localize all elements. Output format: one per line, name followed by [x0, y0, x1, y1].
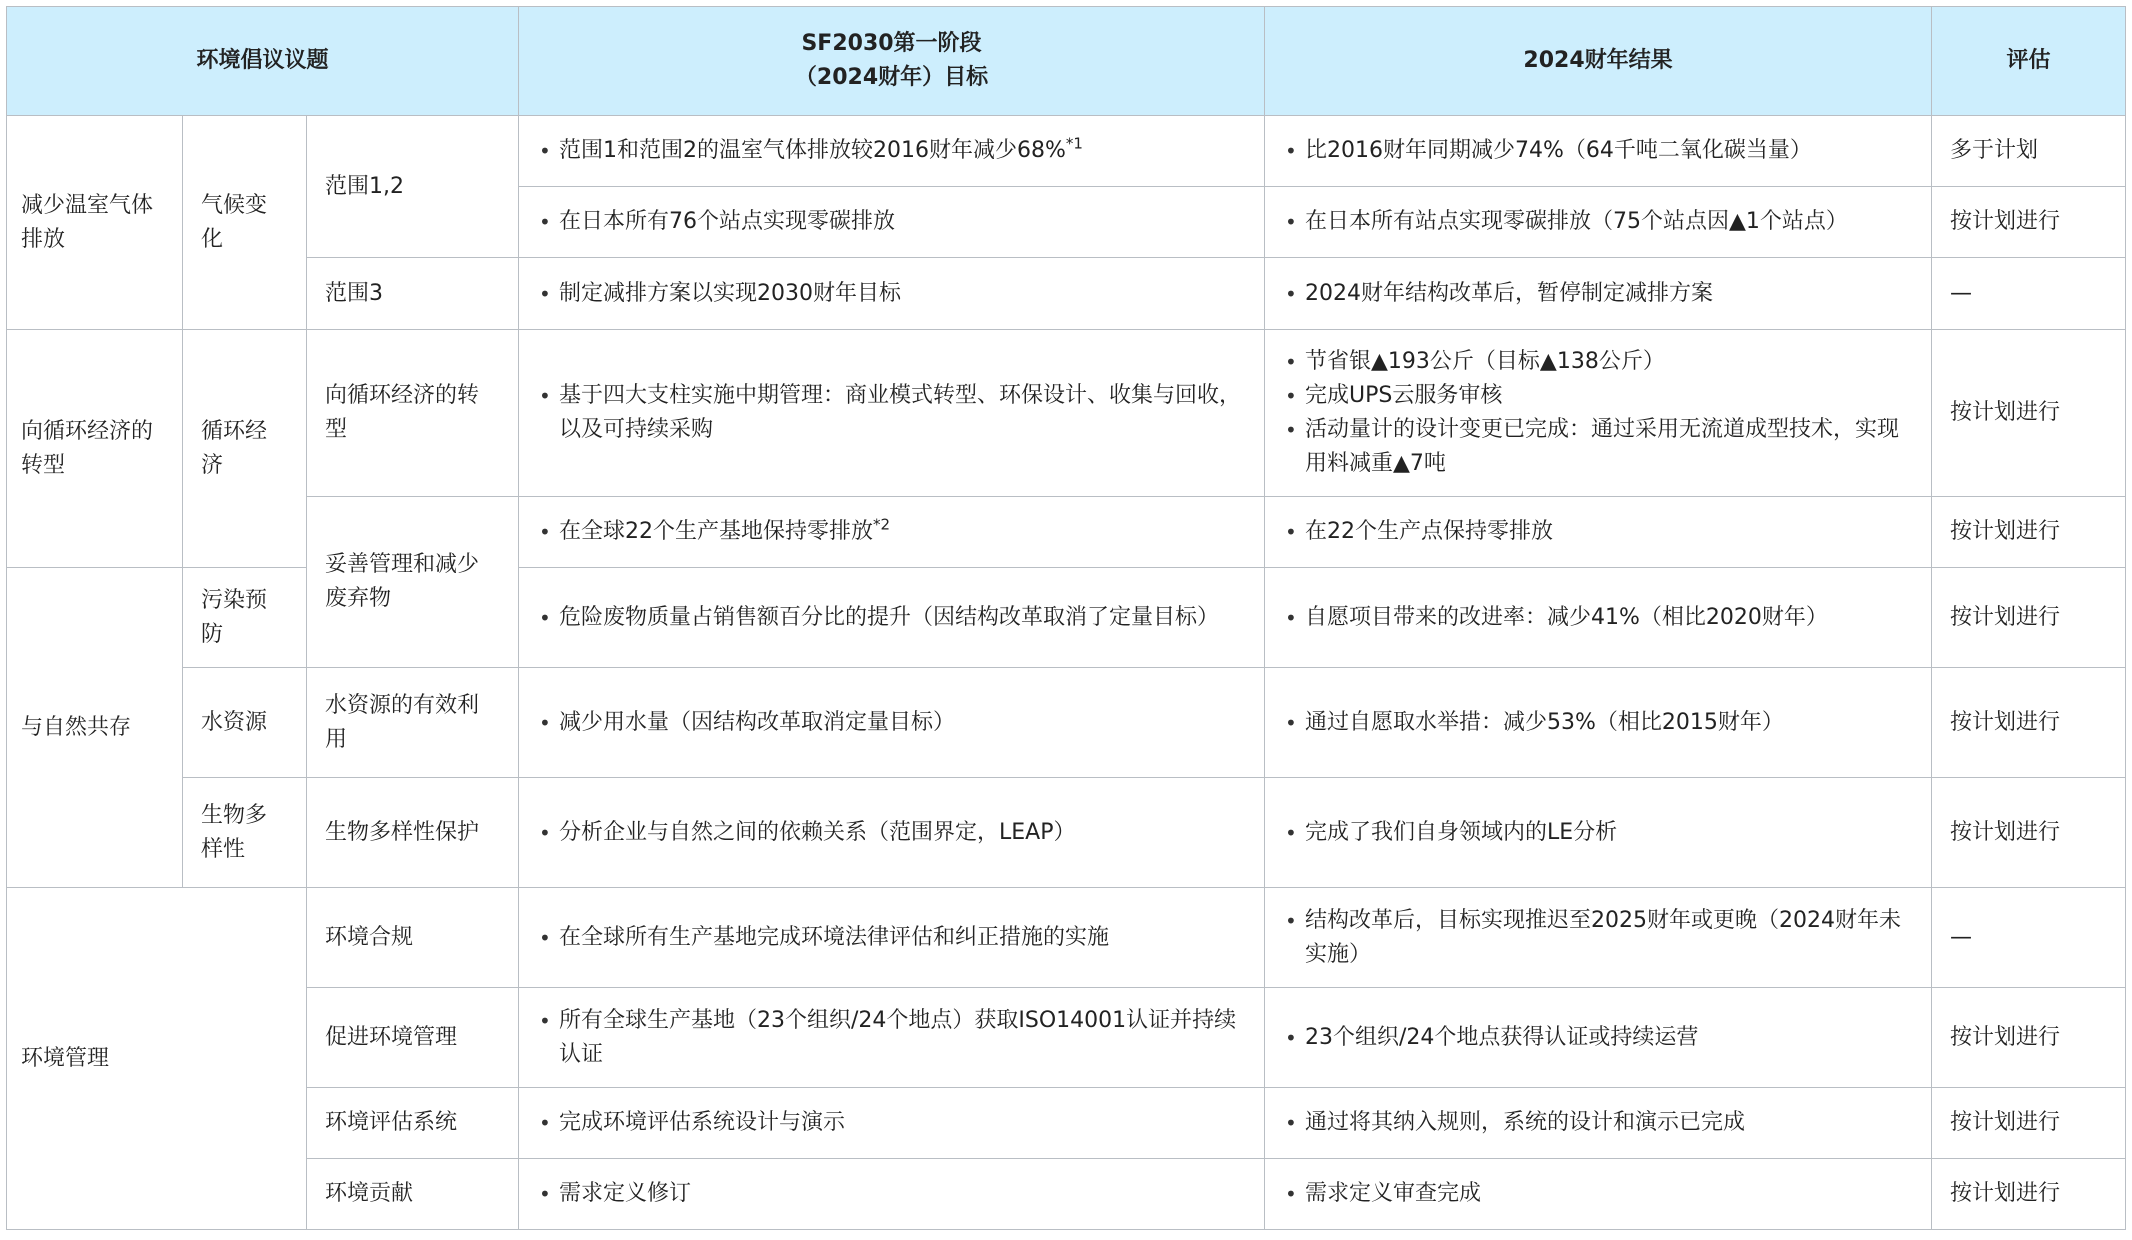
evaluation-cell: — — [1932, 888, 2126, 988]
subtopic-assessment: 环境评估系统 — [307, 1088, 519, 1159]
list-item: • 通过将其纳入规则，系统的设计和演示已完成 — [1283, 1106, 1913, 1140]
list-item: • 结构改革后，目标实现推迟至2025财年或更晚（2024财年未实施） — [1283, 904, 1913, 972]
table-row — [7, 258, 2126, 330]
result-cell — [1265, 778, 1932, 888]
target-cell — [519, 778, 1265, 888]
list-item: • 分析企业与自然之间的依赖关系（范围界定，LEAP） — [537, 816, 1246, 850]
subtopic-compliance: 环境合规 — [307, 888, 519, 988]
list-item: • 在全球所有生产基地完成环境法律评估和纠正措施的实施 — [537, 921, 1246, 955]
result-cell — [1265, 668, 1932, 778]
table-row — [7, 1159, 2126, 1230]
list-item: • 节省银▲193公斤（目标▲138公斤） — [1283, 345, 1913, 379]
evaluation-cell: 按计划进行 — [1932, 330, 2126, 497]
subtopic-contribution: 环境贡献 — [307, 1159, 519, 1230]
subtopic-waste: 妥善管理和减少废弃物 — [307, 497, 519, 668]
result-cell — [1265, 888, 1932, 988]
list-item: • 完成UPS云服务审核 — [1283, 379, 1913, 413]
table-row — [7, 988, 2126, 1088]
table-row — [7, 497, 2126, 568]
target-cell — [519, 258, 1265, 330]
list-item: • 需求定义修订 — [537, 1177, 1246, 1211]
list-item: • 基于四大支柱实施中期管理：商业模式转型、环保设计、收集与回收，以及可持续采购 — [537, 379, 1246, 447]
header-result: 2024财年结果 — [1265, 7, 1932, 116]
target-cell — [519, 568, 1265, 668]
header-issue: 环境倡议议题 — [7, 7, 519, 116]
theme-nature: 与自然共存 — [7, 568, 183, 888]
list-item: • 活动量计的设计变更已完成：通过采用无流道成型技术，实现用料减重▲7吨 — [1283, 413, 1913, 481]
evaluation-cell: 按计划进行 — [1932, 1088, 2126, 1159]
list-item: • 制定减排方案以实现2030财年目标 — [537, 277, 1246, 311]
list-item: • 在日本所有76个站点实现零碳排放 — [537, 205, 1246, 239]
evaluation-cell: 按计划进行 — [1932, 497, 2126, 568]
target-cell — [519, 1088, 1265, 1159]
theme-circular: 向循环经济的转型 — [7, 330, 183, 568]
header-evaluation: 评估 — [1932, 7, 2126, 116]
list-item: • 2024财年结构改革后，暂停制定减排方案 — [1283, 277, 1913, 311]
subtopic-transition: 向循环经济的转型 — [307, 330, 519, 497]
footnote-ref: *1 — [1065, 134, 1083, 153]
target-cell — [519, 888, 1265, 988]
table-row — [7, 778, 2126, 888]
table-row — [7, 1088, 2126, 1159]
evaluation-cell: 按计划进行 — [1932, 668, 2126, 778]
category-pollution: 污染预防 — [183, 568, 307, 668]
header-target — [519, 7, 1265, 116]
result-cell — [1265, 1088, 1932, 1159]
category-climate: 气候变化 — [183, 116, 307, 330]
list-item: • 所有全球生产基地（23个组织/24个地点）获取ISO14001认证并持续认证 — [537, 1004, 1246, 1072]
category-circular-economy: 循环经济 — [183, 330, 307, 568]
target-cell — [519, 330, 1265, 497]
list-item: • 需求定义审查完成 — [1283, 1177, 1913, 1211]
result-cell — [1265, 187, 1932, 258]
table-row — [7, 330, 2126, 497]
subtopic-scope3: 范围3 — [307, 258, 519, 330]
list-item: • 完成环境评估系统设计与演示 — [537, 1106, 1246, 1140]
list-item: • 比2016财年同期减少74%（64千吨二氧化碳当量） — [1283, 134, 1913, 168]
evaluation-cell: 按计划进行 — [1932, 187, 2126, 258]
theme-ghg: 减少温室气体排放 — [7, 116, 183, 330]
list-item: • 范围1和范围2的温室气体排放较2016财年减少68%$^{*1}$ — [537, 134, 1246, 168]
list-item: • 在全球22个生产基地保持零排放$^{*2}$ — [537, 515, 1246, 549]
evaluation-cell: — — [1932, 258, 2126, 330]
subtopic-scope12: 范围1,2 — [307, 116, 519, 258]
header-target-line1: SF2030第一阶段 — [801, 31, 982, 56]
result-cell — [1265, 497, 1932, 568]
list-item: • 完成了我们自身领域内的LE分析 — [1283, 816, 1913, 850]
theme-env-mgmt: 环境管理 — [7, 888, 307, 1230]
subtopic-promote: 促进环境管理 — [307, 988, 519, 1088]
header-target-line2: （2024财年）目标 — [794, 65, 989, 90]
result-cell — [1265, 988, 1932, 1088]
evaluation-cell: 按计划进行 — [1932, 568, 2126, 668]
evaluation-cell: 多于计划 — [1932, 116, 2126, 187]
target-cell — [519, 187, 1265, 258]
list-item: • 23个组织/24个地点获得认证或持续运营 — [1283, 1021, 1913, 1055]
list-item: • 在22个生产点保持零排放 — [1283, 515, 1913, 549]
footnote-ref: *2 — [873, 515, 891, 534]
list-item: • 危险废物质量占销售额百分比的提升（因结构改革取消了定量目标） — [537, 601, 1246, 635]
target-cell — [519, 668, 1265, 778]
category-biodiversity: 生物多样性 — [183, 778, 307, 888]
target-cell — [519, 497, 1265, 568]
result-cell — [1265, 330, 1932, 497]
subtopic-biodiversity-protect: 生物多样性保护 — [307, 778, 519, 888]
target-cell — [519, 116, 1265, 187]
result-cell — [1265, 258, 1932, 330]
list-item: • 在日本所有站点实现零碳排放（75个站点因▲1个站点） — [1283, 205, 1913, 239]
category-water: 水资源 — [183, 668, 307, 778]
header-row — [7, 7, 2126, 116]
result-cell — [1265, 1159, 1932, 1230]
evaluation-cell: 按计划进行 — [1932, 1159, 2126, 1230]
target-cell — [519, 988, 1265, 1088]
evaluation-cell: 按计划进行 — [1932, 988, 2126, 1088]
table-row — [7, 116, 2126, 187]
table-row — [7, 668, 2126, 778]
list-item: • 自愿项目带来的改进率：减少41%（相比2020财年） — [1283, 601, 1913, 635]
environment-initiatives-table — [6, 6, 2126, 1230]
target-cell — [519, 1159, 1265, 1230]
evaluation-cell: 按计划进行 — [1932, 778, 2126, 888]
result-cell — [1265, 568, 1932, 668]
subtopic-water-use: 水资源的有效利用 — [307, 668, 519, 778]
list-item: • 通过自愿取水举措：减少53%（相比2015财年） — [1283, 706, 1913, 740]
list-item: • 减少用水量（因结构改革取消定量目标） — [537, 706, 1246, 740]
table-row — [7, 888, 2126, 988]
result-cell — [1265, 116, 1932, 187]
